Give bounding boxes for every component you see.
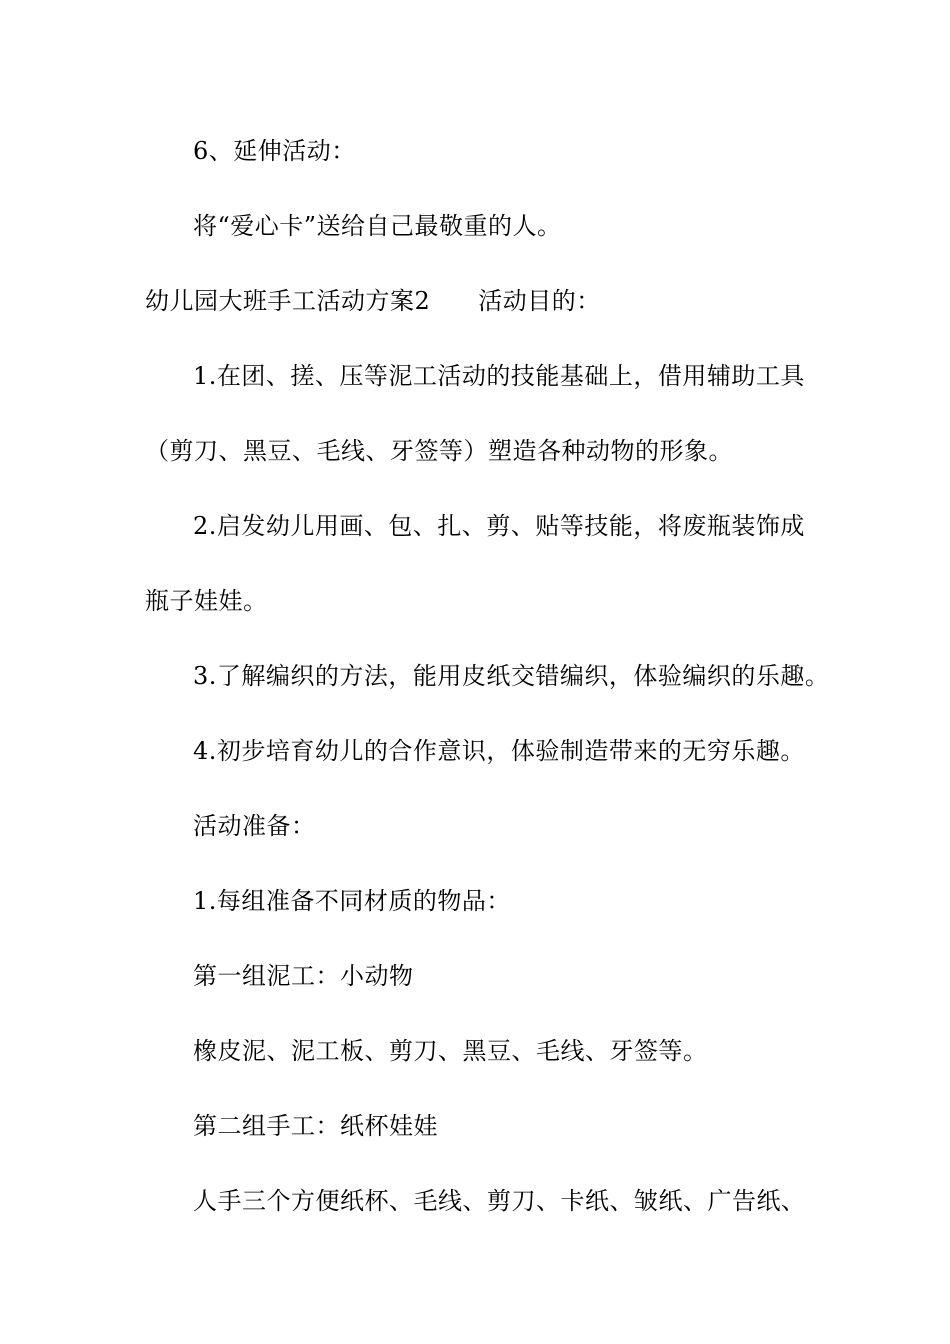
paragraph: 将“爱心卡”送给自己最敬重的人。 <box>193 212 562 240</box>
section-heading-goals: 活动目的： <box>478 287 601 315</box>
document-title: 幼儿园大班手工活动方案2 <box>145 287 431 315</box>
list-item: 3.了解编织的方法，能用皮纸交错编织，体验编织的乐趣。 <box>193 662 830 690</box>
group-heading: 第一组泥工：小动物 <box>193 962 414 990</box>
paragraph: 橡皮泥、泥工板、剪刀、黑豆、毛线、牙签等。 <box>193 1037 708 1065</box>
list-item: 1.每组准备不同材质的物品： <box>193 887 511 915</box>
paragraph-continuation: （剪刀、黑豆、毛线、牙签等）塑造各种动物的形象。 <box>145 437 733 465</box>
section-heading-extension: 6、延伸活动： <box>193 137 356 165</box>
list-item: 1.在团、搓、压等泥工活动的技能基础上，借用辅助工具 <box>193 362 805 390</box>
list-item: 2.启发幼儿用画、包、扎、剪、贴等技能，将废瓶装饰成 <box>193 512 805 540</box>
title-line <box>145 286 601 316</box>
group-heading: 第二组手工：纸杯娃娃 <box>193 1112 438 1140</box>
paragraph: 人手三个方便纸杯、毛线、剪刀、卡纸、皱纸、广告纸、 <box>193 1187 806 1215</box>
list-item: 4.初步培育幼儿的合作意识，体验制造带来的无穷乐趣。 <box>193 737 805 765</box>
paragraph-continuation: 瓶子娃娃。 <box>145 587 268 615</box>
section-heading-preparation: 活动准备： <box>193 812 316 840</box>
